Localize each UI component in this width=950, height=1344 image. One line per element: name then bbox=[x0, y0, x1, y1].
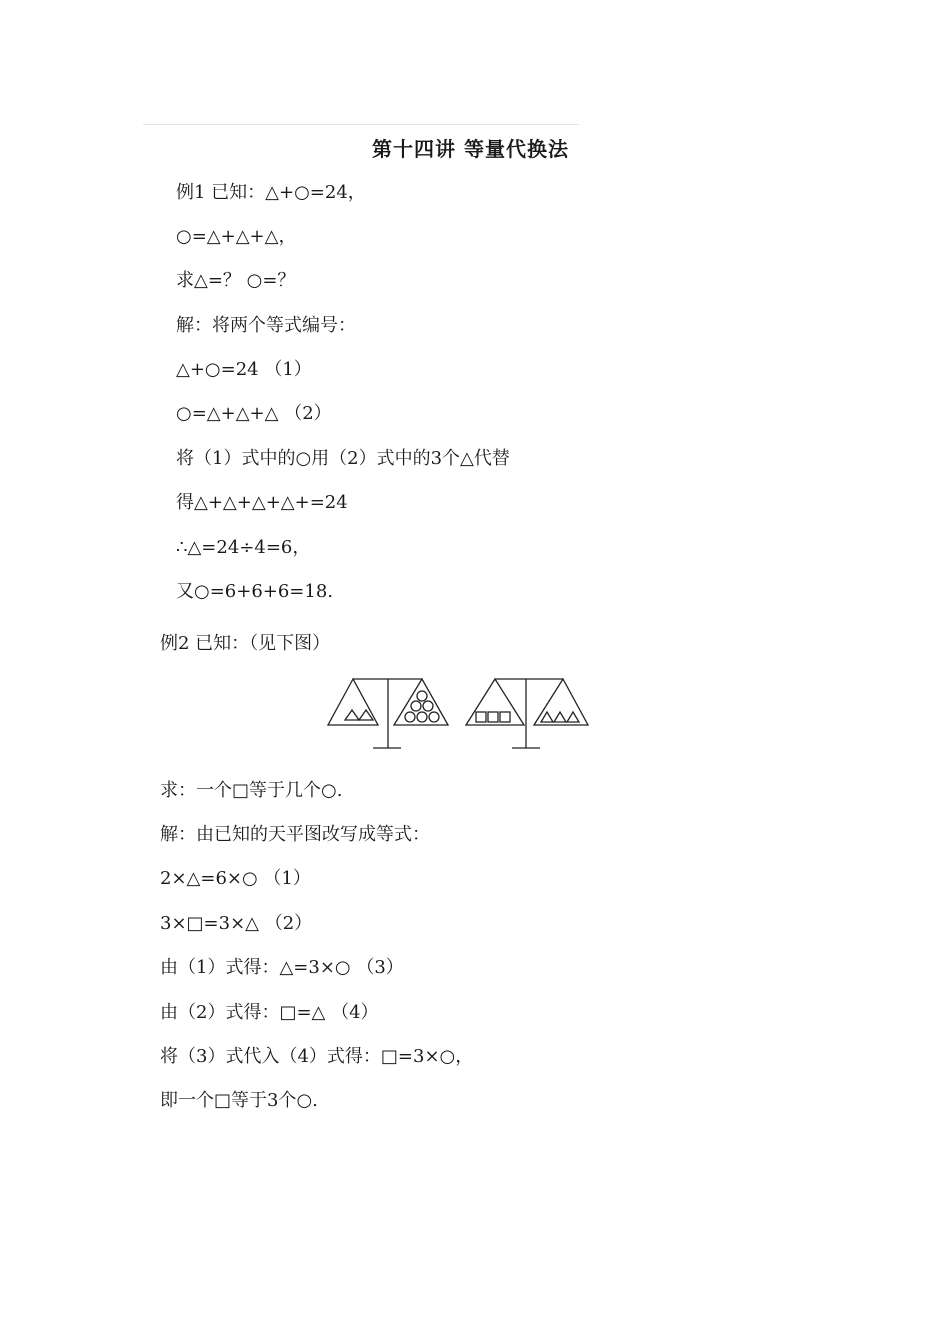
example2-line: 由（2）式得：□=△ （4） bbox=[160, 1002, 379, 1023]
right-pan bbox=[394, 679, 448, 725]
example2-line: 3×□=3×△ （2） bbox=[160, 913, 313, 934]
left-pan bbox=[466, 679, 524, 725]
example2-line: 解：由已知的天平图改写成等式： bbox=[160, 824, 430, 845]
example1-line: 解：将两个等式编号： bbox=[176, 315, 356, 336]
example1-line: ○=△+△+△ （2） bbox=[176, 403, 332, 424]
example1-line: 将（1）式中的○用（2）式中的3个△代替 bbox=[176, 448, 510, 469]
example2-line: 将（3）式代入（4）式得：□=3×○， bbox=[160, 1046, 474, 1067]
left-pan bbox=[328, 679, 378, 725]
example1-line: 又○=6+6+6=18. bbox=[176, 581, 334, 602]
example2-line: 求：一个□等于几个○. bbox=[160, 780, 343, 801]
balance-scale-2 bbox=[466, 679, 588, 748]
example1-line: ○=△+△+△， bbox=[176, 226, 297, 247]
example2-line: 由（1）式得：△=3×○ （3） bbox=[160, 957, 404, 978]
example1-line: ∴△=24÷4=6， bbox=[176, 537, 311, 558]
example1-line: 例1 已知：△+○=24， bbox=[176, 182, 366, 203]
example2-heading: 例2 已知：（见下图） bbox=[160, 633, 331, 654]
right-pan bbox=[534, 679, 588, 725]
example2-line: 即一个□等于3个○. bbox=[160, 1090, 318, 1111]
example1-line: 求△=？ ○=？ bbox=[176, 270, 296, 291]
lecture-title: 第十四讲 等量代换法 bbox=[372, 137, 569, 161]
top-divider bbox=[143, 124, 579, 125]
example2-line: 2×△=6×○ （1） bbox=[160, 868, 311, 889]
balance-scale-1 bbox=[328, 679, 448, 748]
example1-line: 得△+△+△+△+=24 bbox=[176, 492, 348, 513]
balance-scales-figure bbox=[325, 676, 590, 752]
example1-line: △+○=24 （1） bbox=[176, 359, 312, 380]
